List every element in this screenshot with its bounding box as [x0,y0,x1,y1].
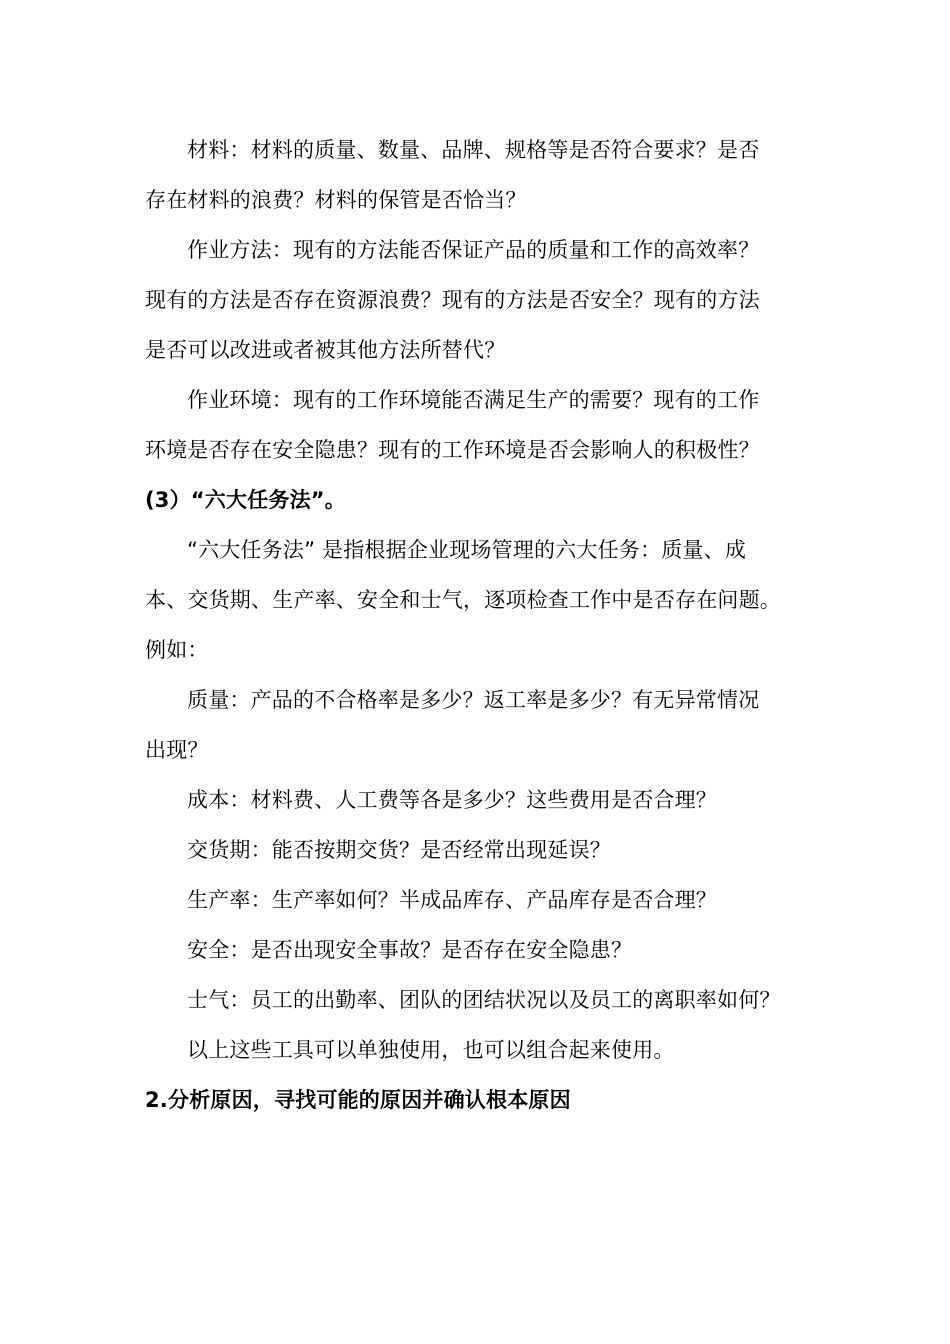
paragraph-delivery: 交货期：能否按期交货？是否经常出现延误？ [187,838,611,862]
paragraph-safety: 安全：是否出现安全事故？是否存在安全隐患？ [187,938,633,962]
paragraph-materials: 材料：材料的质量、数量、品牌、规格等是否符合要求？是否 [187,138,760,162]
paragraph-method-cont-1: 现有的方法是否存在资源浪费？现有的方法是否安全？现有的方法 [145,288,760,312]
paragraph-environment-cont: 环境是否存在安全隐患？现有的工作环境是否会影响人的积极性？ [145,438,760,462]
paragraph-six-tasks-intro-cont: 本、交货期、生产率、安全和士气，逐项检查工作中是否存在问题。 [145,588,781,612]
paragraph-cost: 成本：材料费、人工费等各是多少？这些费用是否合理？ [187,788,717,812]
paragraph-example-label: 例如： [145,638,209,662]
paragraph-six-tasks-intro: “六大任务法” 是指根据企业现场管理的六大任务：质量、成 [187,538,747,562]
section-heading-six-tasks: (3）“六大任务法”。 [145,488,347,512]
paragraph-morale: 士气：员工的出勤率、团队的团结状况以及员工的离职率如何？ [187,988,781,1012]
paragraph-environment: 作业环境：现有的工作环境能否满足生产的需要？现有的工作 [187,388,760,412]
paragraph-method-cont-2: 是否可以改进或者被其他方法所替代？ [145,338,506,362]
paragraph-materials-cont: 存在材料的浪费？材料的保管是否恰当？ [145,188,527,212]
paragraph-method: 作业方法：现有的方法能否保证产品的质量和工作的高效率？ [187,238,760,262]
section-heading-analyze-causes: 2.分析原因，寻找可能的原因并确认根本原因 [145,1088,571,1112]
paragraph-quality-cont: 出现？ [145,738,209,762]
paragraph-summary: 以上这些工具可以单独使用，也可以组合起来使用。 [187,1038,675,1062]
paragraph-quality: 质量：产品的不合格率是多少？返工率是多少？有无异常情况 [187,688,760,712]
paragraph-productivity: 生产率：生产率如何？半成品库存、产品库存是否合理？ [187,888,717,912]
